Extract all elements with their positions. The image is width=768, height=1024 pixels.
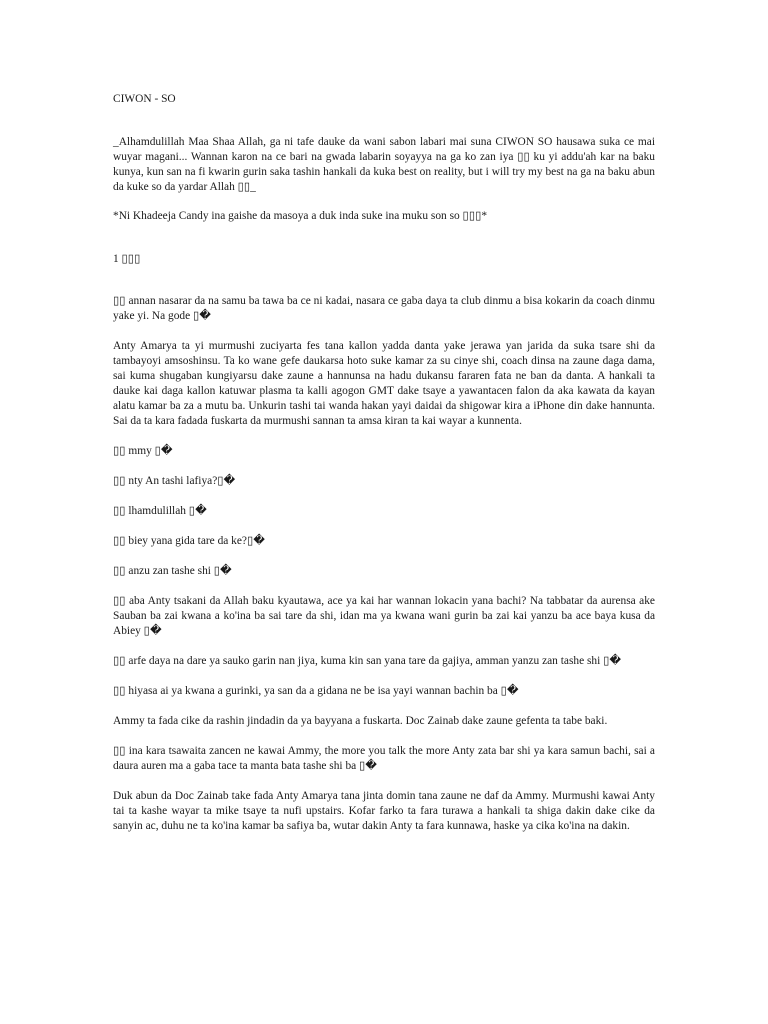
paragraph-9: ▯▯ arfe daya na dare ya sauko garin nan jiya, kuma kin san yana tare da gajiya, amman yanzu zan tashe shi ▯� [113,655,622,667]
intro-paragraph: _Alhamdulillah Maa Shaa Allah, ga ni tafe dauke da wani sabon labari mai suna CIWON SO hausawa suka ce mai wuyar magani... Wannan karon na ce bari na gwada labarin soyayya na ga ko zan iya ▯▯ ku yi addu'ah kar na baku kunya, kun san na fi kwarin gurin saka tashin hankali da kuka best on reality, but i will try my best na ga na baku abun da kuke so da yardar Allah ▯▯_ [113,136,655,193]
paragraph-10: ▯▯ hiyasa ai ya kwana a gurinki, ya san da a gidana ne be isa yayi wannan bachin ba ▯� [113,685,519,697]
paragraph-4: ▯▯ nty An tashi lafiya?▯� [113,475,236,487]
paragraph-11: Ammy ta fada cike da rashin jindadin da ya bayyana a fuskarta. Doc Zainab dake zaune gefenta ta tabe baki. [113,715,608,727]
chapter-heading: 1 ▯▯▯ [113,253,141,265]
paragraph-3: ▯▯ mmy ▯� [113,445,173,457]
paragraph-7: ▯▯ anzu zan tashe shi ▯� [113,565,232,577]
paragraph-2: Anty Amarya ta yi murmushi zuciyarta fes tana kallon yadda danta yake jerawa yan jarida da suka tsare shi da tambayoyi amsoshinsu. Ta ko wane gefe daukarsa hoto suke kamar za su cinye shi, coach dinsa na zaune daga dama, sai kuma shugaban kungiyarsu dake zaune a hannunsa na hadu dukansu fararen fata ne ban da danta. A hankali ta dauke kai daga kallon katuwar plasma ta kalli agogon GMT dake tsaye a yawantacen falon da aka kawata da kayan alatu kamar ba za a mutu ba. Unkurin tashi tai wanda hakan yayi daidai da shigowar kira a iPhone din dake hannunta. Sai da ta kara fadada fuskarta da murmushi sannan ta amsa kiran ta kai wayar a kunnenta. [113,340,655,427]
paragraph-13: Duk abun da Doc Zainab take fada Anty Amarya tana jinta domin tana zaune ne daf da Ammy. Murmushi kawai Anty tai ta kashe wayar ta mike tsaye ta nufi upstairs. Kofar farko ta fara turawa a hankali ta shiga dakin dake cike da sanyin ac, duhu ne ta ko'ina kamar ba safiya ba, wutar dakin Anty ta fara kunnawa, haske ya cika ko'ina na dakin. [113,790,655,832]
paragraph-5: ▯▯ lhamdulillah ▯� [113,505,207,517]
paragraph-8: ▯▯ aba Anty tsakani da Allah baku kyautawa, ace ya kai har wannan lokacin yana bachi? Na tabbatar da aurensa ake Sauban ba zai kwana a ko'ina ba sai tare da shi, idan ma ya kwana wani gurin ba zai kai yanzu ba ace baya kusa da Abiey ▯� [113,595,655,637]
document-page [113,92,655,849]
author-credit: *Ni Khadeeja Candy ina gaishe da masoya a duk inda suke ina muku son so ▯▯▯* [113,210,488,222]
paragraph-12: ▯▯ ina kara tsawaita zancen ne kawai Ammy, the more you talk the more Anty zata bar shi ya kara samun bachi, sai a daura auren ma a gaba tace ta manta bata tashe shi ba ▯� [113,745,655,772]
paragraph-1: ▯▯ annan nasarar da na samu ba tawa ba ce ni kadai, nasara ce gaba daya ta club dinmu a bisa kokarin da coach dinmu yake yi. Na gode ▯� [113,295,655,322]
paragraph-6: ▯▯ biey yana gida tare da ke?▯� [113,535,265,547]
document-title: CIWON - SO [113,93,176,105]
